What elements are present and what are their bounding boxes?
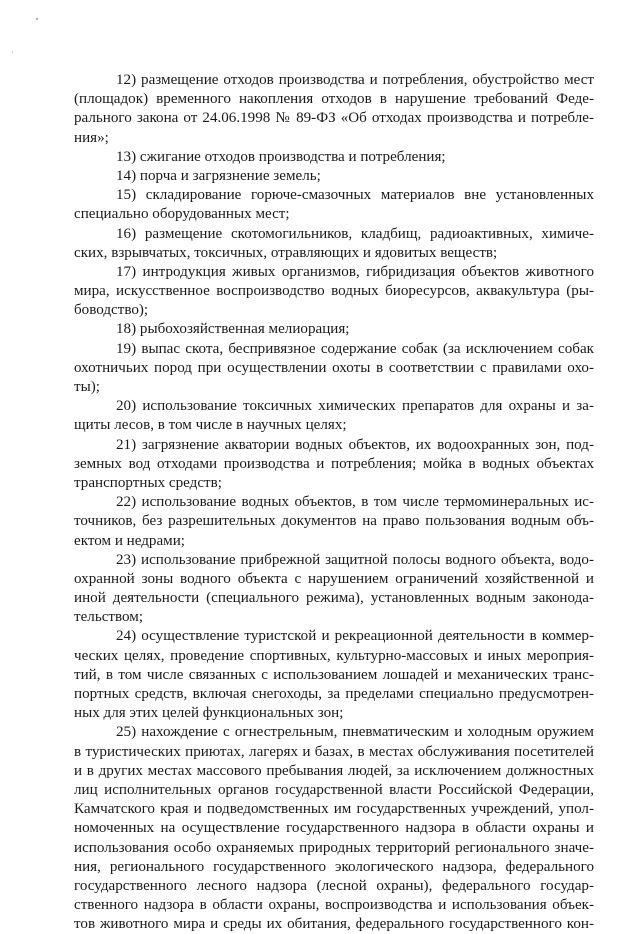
text-line: Камчатского края и подведомственных им государственных учреждений, упол- <box>74 801 594 818</box>
text-line: лиц исполнительных органов государственной власти Российской Федерации, <box>74 781 594 798</box>
text-line: 13) сжигание отходов производства и потребления; <box>116 148 446 165</box>
text-line: портных средств, включая снегоходы, за пределами специально предусмотрен- <box>74 686 594 702</box>
text-line: специально оборудованных мест; <box>74 206 290 223</box>
text-line: использования особо охраняемых природных территорий регионального значе- <box>74 839 594 856</box>
text-line: государственного лесного надзора (лесной охраны), федерального государ- <box>74 877 594 894</box>
text-line: в туристических приютах, лагерях и базах, в местах обслуживания посетителей <box>74 743 594 760</box>
text-line: 12) размещение отходов производства и потребления, обустройство мест <box>116 72 594 88</box>
document-body <box>74 71 594 934</box>
text-line: мира, искусственное воспроизводство водных биоресурсов, аквакультура (ры- <box>74 283 594 300</box>
text-line: тий, в том числе связанных с использованием лошадей и механических транс- <box>74 666 594 683</box>
text-line: транспортных средств; <box>74 474 222 491</box>
text-line: ты); <box>74 379 100 395</box>
text-line: боводство); <box>74 302 149 319</box>
text-line: номоченных на осуществление государственного надзора в области охраны и <box>74 820 594 837</box>
text-line: 25) нахождение с огнестрельным, пневматическим и холодным оружием <box>116 724 594 741</box>
scan-speck <box>12 52 13 53</box>
text-line: ских, взрывчатых, токсичных, отравляющих и ядовитых веществ; <box>74 244 498 261</box>
text-line: охотничьих пород при осуществлении охоты в соответствии с правилами охо- <box>74 359 594 376</box>
text-line: 17) интродукция живых организмов, гибридизация объектов животного <box>116 263 594 280</box>
text-line: 18) рыбохозяйственная мелиорация; <box>116 321 350 338</box>
text-line: 24) осуществление туристской и рекреационной деятельности в коммер- <box>116 628 594 645</box>
text-line: точников, без разрешительных документов на право пользования водным объ- <box>74 513 594 530</box>
text-line: тов животного мира и среды их обитания, федерального государственного кон- <box>74 916 594 933</box>
text-line: щиты лесов, в том числе в научных целях; <box>74 417 347 434</box>
text-line: земных вод отходами производства и потребления; мойка в водных объектах <box>74 455 594 472</box>
text-line: и в других местах массового пребывания людей, за исключением должностных <box>74 762 594 779</box>
text-line: 16) размещение скотомогильников, кладбищ, радиоактивных, химиче- <box>116 225 594 242</box>
scan-speck <box>36 18 38 20</box>
text-line: 21) загрязнение акватории водных объектов, их водоохранных зон, под- <box>116 436 594 453</box>
text-line: ственного надзора в области охраны, воспроизводства и использования объек- <box>74 897 594 914</box>
text-line: ния»; <box>74 129 109 146</box>
text-line: иной деятельности (специального режима), установленных водным законода- <box>74 590 594 607</box>
text-line: ческих целях, проведение спортивных, культурно-массовых и иных мероприя- <box>74 647 594 664</box>
text-line: 19) выпас скота, беспривязное содержание собак (за исключением собак <box>116 340 594 357</box>
text-line: ных для этих целей функциональных зон; <box>74 705 344 722</box>
text-line: рального закона от 24.06.1998 № 89-ФЗ «Об отходах производства и потребле- <box>74 110 594 127</box>
text-line: (площадок) временного накопления отходов в нарушение требований Феде- <box>74 91 594 108</box>
text-line: ния, регионального государственного экологического надзора, федерального <box>74 858 594 875</box>
text-line: 15) складирование горюче-смазочных материалов вне установленных <box>116 187 594 204</box>
text-line: 20) использование токсичных химических препаратов для охраны и за- <box>116 398 594 415</box>
text-line: 23) использование прибрежной защитной полосы водного объекта, водо- <box>116 551 594 568</box>
text-line: тельством; <box>74 609 144 626</box>
text-line: 22) использование водных объектов, в том числе термоминеральных ис- <box>116 494 594 511</box>
text-line: 14) порча и загрязнение земель; <box>116 167 321 184</box>
text-line: охранной зоны водного объекта с нарушением ограничений хозяйственной и <box>74 570 594 587</box>
text-line: ектом и недрами; <box>74 532 185 549</box>
